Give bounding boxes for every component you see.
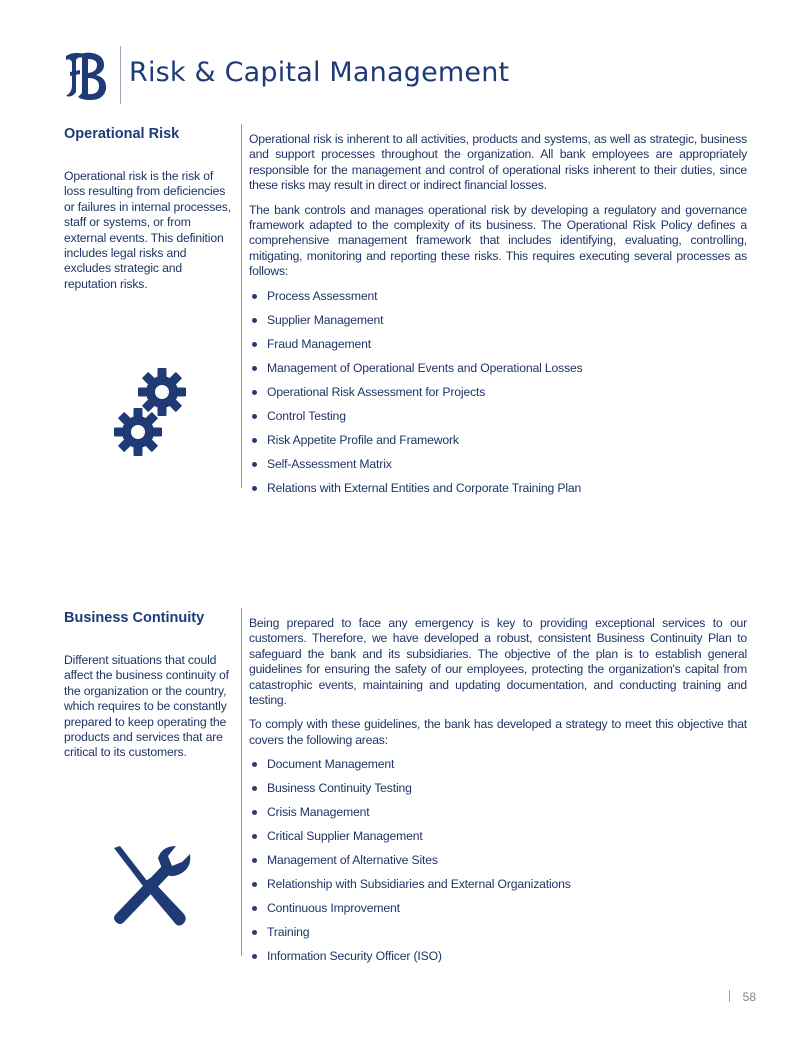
list-item: Operational Risk Assessment for Projects [249, 385, 747, 409]
list-item: Continuous Improvement [249, 901, 747, 925]
section-description: Operational risk is the risk of loss resulting from deficiencies or failures in internal processes, staff or systems, or from external events. This definition includes legal risks and excludes strategic and reputation risks. [64, 169, 231, 291]
list-item: Management of Alternative Sites [249, 853, 747, 877]
gears-icon [112, 368, 188, 456]
list-item: Control Testing [249, 409, 747, 433]
page-title: Risk & Capital Management [129, 57, 510, 88]
page-footer [729, 990, 756, 1004]
list-item: Critical Supplier Management [249, 829, 747, 853]
business-continuity-section [64, 608, 750, 964]
list-item: Document Management [249, 757, 747, 781]
bank-monogram-logo-icon [64, 50, 108, 102]
list-item: Process Assessment [249, 289, 747, 313]
section-description: Different situations that could affect the business continuity of the organization or the country, which requires to be constantly prepared to keep operating the products and services that are critical to its customers. [64, 653, 229, 760]
bullet-list [249, 757, 747, 973]
list-item: Business Continuity Testing [249, 781, 747, 805]
tools-icon [108, 844, 192, 928]
list-item: Risk Appetite Profile and Framework [249, 433, 747, 457]
section-title: Business Continuity [64, 610, 205, 626]
body-paragraph: Operational risk is inherent to all activities, products and systems, as well as strategic, business and support processes throughout the organization. All bank employees are appropriately responsible for the management and control of operational risks inherent to their duties, since these risks may result in direct or indirect financial losses. [249, 132, 747, 193]
list-item: Crisis Management [249, 805, 747, 829]
operational-risk-section [64, 124, 750, 495]
list-item: Relationship with Subsidiaries and External Organizations [249, 877, 747, 901]
page-number: 58 [742, 990, 756, 1004]
column-divider [241, 608, 242, 956]
list-item: Information Security Officer (ISO) [249, 949, 747, 973]
section-sidebar [64, 124, 236, 292]
section-title: Operational Risk [64, 126, 180, 142]
list-item: Self-Assessment Matrix [249, 457, 747, 481]
list-item: Supplier Management [249, 313, 747, 337]
body-paragraph: The bank controls and manages operational risk by developing a regulatory and governance framework adapted to the complexity of its business. The Operational Risk Policy defines a comprehensive management framework that includes identifying, evaluating, controlling, mitigating, monitoring and reporting these risks. This requires executing several processes as follows: [249, 202, 747, 279]
header-divider [120, 46, 121, 104]
section-sidebar [64, 608, 236, 761]
bullet-list [249, 289, 747, 505]
list-item: Training [249, 925, 747, 949]
list-item: Relations with External Entities and Corporate Training Plan [249, 481, 747, 505]
body-paragraph: To comply with these guidelines, the bank has developed a strategy to meet this objective that covers the following areas: [249, 717, 747, 747]
section-body [249, 616, 747, 973]
body-paragraph: Being prepared to face any emergency is key to providing exceptional services to our customers. Therefore, we have developed a robust, consistent Business Continuity Plan to safeguard the bank and its subsidiaries. The objective of the plan is to establish general guidelines for ensuring the safety of our employees, protecting the organization's capital from catastrophic events, maintaining and updating documentation, and conducting training and testing. [249, 616, 747, 708]
footer-divider [729, 990, 730, 1002]
column-divider [241, 124, 242, 488]
list-item: Fraud Management [249, 337, 747, 361]
list-item: Management of Operational Events and Operational Losses [249, 361, 747, 385]
section-body [249, 132, 747, 505]
